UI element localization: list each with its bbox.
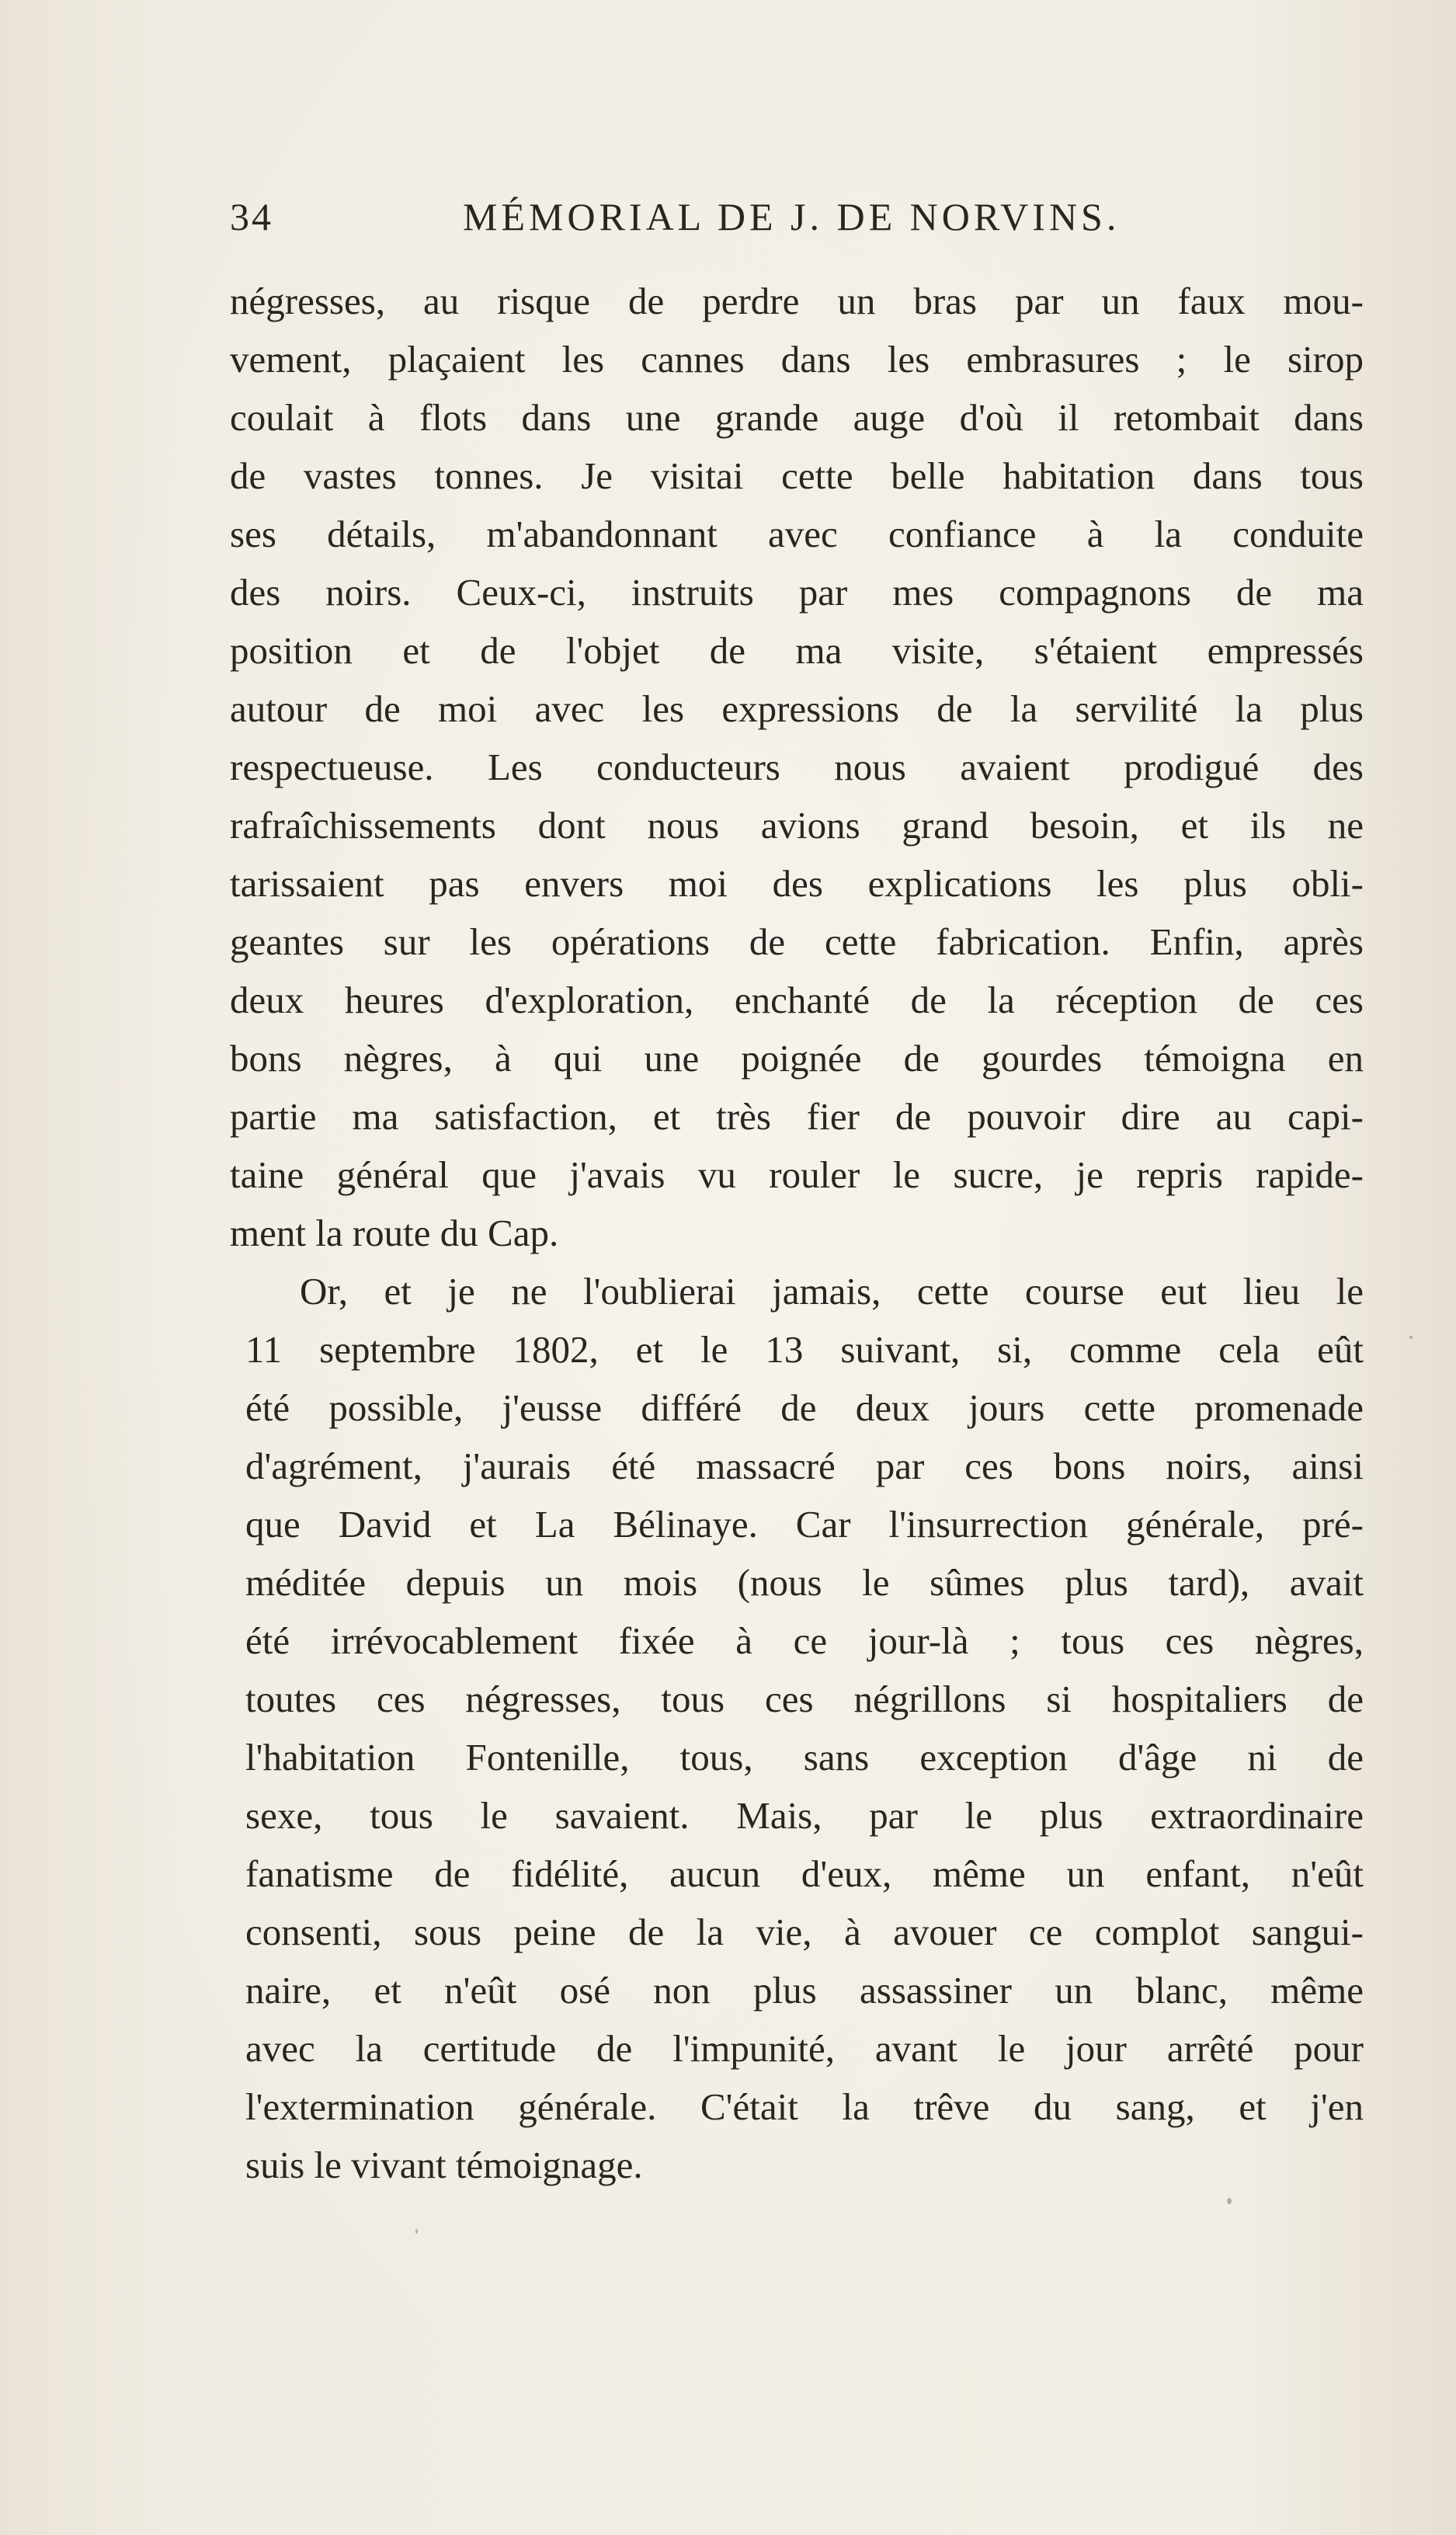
text-line: négresses, au risque de perdre un bras par un faux mou- [230,280,1364,322]
text-line: ses détails, m'abandonnant avec confiance à la conduite [230,513,1364,555]
text-line: l'extermination générale. C'était la trêve du sang, et j'en [245,2085,1364,2128]
text-line: taine général que j'avais vu rouler le sucre, je repris rapide- [230,1153,1364,1196]
text-line: position et de l'objet de ma visite, s'étaient empressés [230,629,1364,672]
text-line: partie ma satisfaction, et très fier de pouvoir dire au capi- [230,1095,1364,1138]
text-line: avec la certitude de l'impunité, avant le jour arrêté pour [245,2027,1364,2070]
text-line: ment la route du Cap. [230,1212,559,1254]
paragraph-2 [245,1262,1364,2194]
ink-speck [415,2229,418,2234]
text-line: rafraîchissements dont nous avions grand besoin, et ils ne [230,804,1364,847]
body-text [230,272,1364,2194]
text-line: autour de moi avec les expressions de la servilité la plus [230,687,1364,730]
text-line: été possible, j'eusse différé de deux jours cette promenade [245,1386,1364,1429]
text-line: été irrévocablement fixée à ce jour-là ; tous ces nègres, [245,1619,1364,1662]
text-line: consenti, sous peine de la vie, à avouer ce complot sangui- [245,1911,1364,1953]
running-title: MÉMORIAL DE J. DE NORVINS. [463,195,1121,238]
running-header [230,194,1364,249]
page-number: 34 [230,195,273,238]
text-line: de vastes tonnes. Je visitai cette belle habitation dans tous [230,454,1364,497]
text-line: d'agrément, j'aurais été massacré par ces bons noirs, ainsi [245,1445,1364,1487]
text-line: deux heures d'exploration, enchanté de la réception de ces [230,979,1364,1021]
text-line: bons nègres, à qui une poignée de gourdes témoigna en [230,1037,1364,1080]
text-line: 11 septembre 1802, et le 13 suivant, si, comme cela eût [245,1328,1364,1371]
text-line: vement, plaçaient les cannes dans les embrasures ; le sirop [230,338,1364,381]
text-line: méditée depuis un mois (nous le sûmes plus tard), avait [245,1561,1364,1604]
text-line: naire, et n'eût osé non plus assassiner un blanc, même [245,1969,1364,2012]
text-line: fanatisme de fidélité, aucun d'eux, même un enfant, n'eût [245,1852,1364,1895]
ink-speck [1227,2198,1232,2204]
ink-speck [1409,1336,1413,1339]
text-line: l'habitation Fontenille, tous, sans exception d'âge ni de [245,1736,1364,1779]
text-line: Or, et je ne l'oublierai jamais, cette course eut lieu le [300,1270,1364,1313]
text-line: coulait à flots dans une grande auge d'où il retombait dans [230,396,1364,439]
text-line: toutes ces négresses, tous ces négrillons si hospitaliers de [245,1678,1364,1720]
text-line: geantes sur les opérations de cette fabrication. Enfin, après [230,920,1364,963]
paragraph-1 [230,272,1364,1262]
text-line: tarissaient pas envers moi des explications les plus obli- [230,862,1364,905]
text-line: sexe, tous le savaient. Mais, par le plus extraordinaire [245,1794,1364,1837]
text-line: respectueuse. Les conducteurs nous avaient prodigué des [230,746,1364,788]
text-line: suis le vivant témoignage. [245,2144,643,2186]
text-line: des noirs. Ceux-ci, instruits par mes compagnons de ma [230,571,1364,614]
text-line: que David et La Bélinaye. Car l'insurrection générale, pré- [245,1503,1364,1546]
